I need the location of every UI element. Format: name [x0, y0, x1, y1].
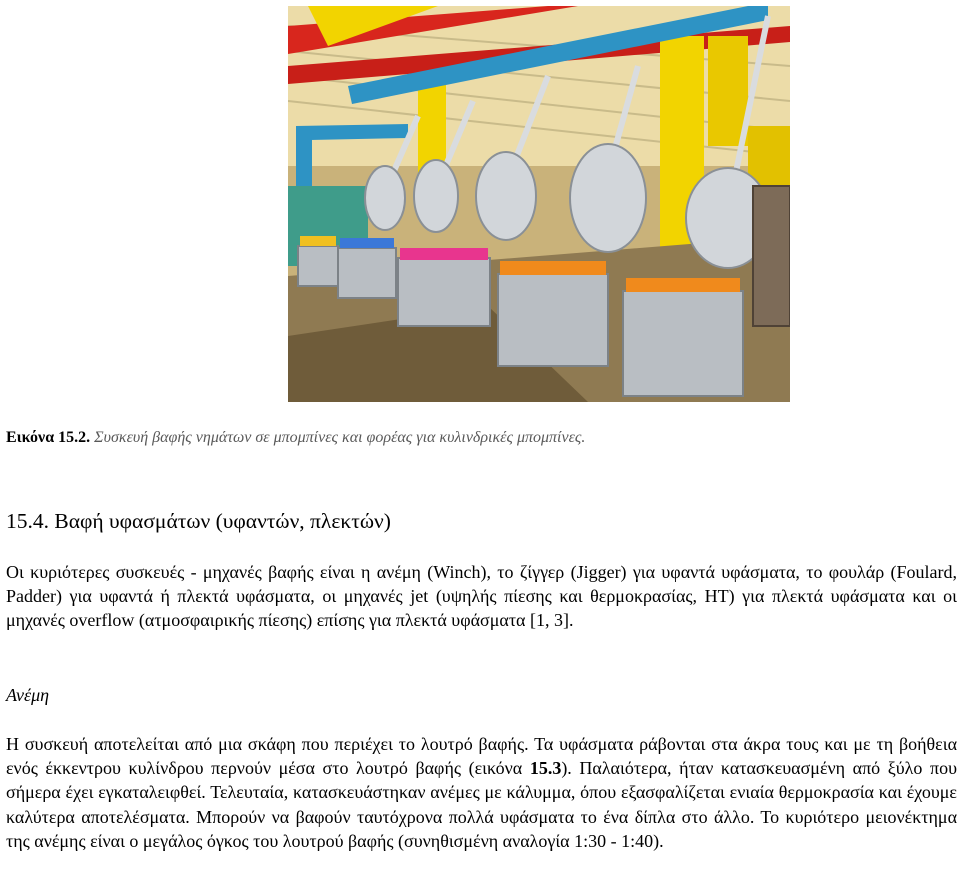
- body-text-2: ). Παλαιότερα, ήταν κατασκευασμένη από ξύλο που σήμερα έχει εγκαταλειφθεί. Τελευταία, κατασκευάστηκαν ανέμες με κάλυμμα, όπου εξασφαλίζεται ενιαία θερμοκρασία και έχουμε καλύτερα αποτελέσματα. Μπορούν να βαφούν ταυτόχρονα πολλά υφάσματα το ένα δίπλα στο άλλο. Το κυριότερο μειονέκτημα της ανέμης είναι ο μεγάλος όγκος του λουτρού βαφής (συνηθισμένη αναλογία 1:30 - 1:40).: [6, 758, 957, 851]
- lid: [365, 166, 405, 230]
- figure-caption-text: Συσκευή βαφής νημάτων σε μπομπίνες και φορέας για κυλινδρικές μπομπίνες.: [94, 429, 586, 446]
- figure-caption: [6, 428, 585, 448]
- dyeing-machines-photo: [288, 6, 790, 402]
- vat: [298, 246, 338, 286]
- subheading-aneme: Ανέμη: [6, 685, 50, 705]
- bobbins-pink: [400, 248, 488, 260]
- bobbins-yellow: [300, 236, 336, 246]
- figure-label: Εικόνα 15.2.: [6, 429, 91, 446]
- bobbins-blue: [340, 238, 394, 248]
- intro-paragraph: Οι κυριότερες συσκευές - μηχανές βαφής είναι η ανέμη (Winch), το ζίγγερ (Jigger) για υφαντά υφάσματα, το φουλάρ (Foulard, Padder) για υφαντά ή πλεκτά υφάσματα, οι μηχανές jet (υψηλής πίεσης και θερμοκρασίας, HT) για πλεκτά υφάσματα και οι μηχανές overflow (ατμοσφαιρικής πίεσης) επίσης για πλεκτά υφάσματα [1, 3].: [6, 562, 957, 631]
- section-heading: 15.4. Βαφή υφασμάτων (υφαντών, πλεκτών): [6, 509, 391, 533]
- bobbins-orange: [500, 261, 606, 275]
- figure-reference: 15.3: [529, 758, 562, 779]
- body-paragraph: [6, 732, 957, 853]
- body-text-1: Η συσκευή αποτελείται από μια σκάφη που περιέχει το λουτρό βαφής. Τα υφάσματα ράβονται στα άκρα τους και με τη βοήθεια ενός έκκεντρου κυλίνδρου περνούν μέσα στο λουτρό βαφής (εικόνα: [6, 734, 957, 779]
- photo-illustration: [288, 6, 790, 402]
- control-panel: [753, 186, 790, 326]
